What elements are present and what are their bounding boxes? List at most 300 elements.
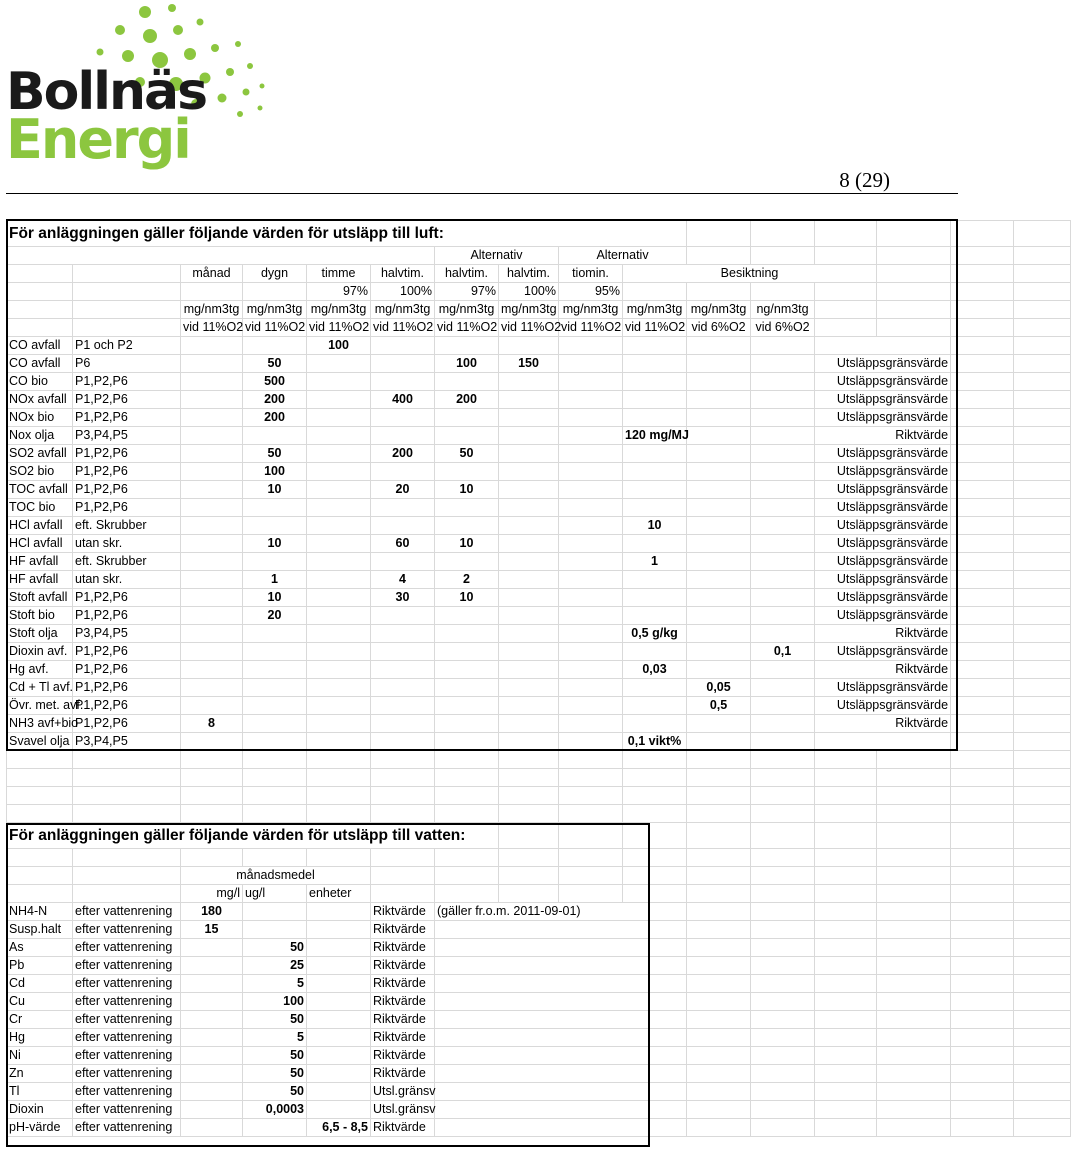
table-cell [877,751,951,769]
emissions-grid [6,220,1071,1137]
table-row [7,733,1071,751]
plant-cell: P1,P2,P6 [73,391,181,409]
table-cell [1014,867,1071,885]
table-row [7,715,1071,733]
table-cell [877,319,951,337]
limit-value-cell [623,445,687,463]
table-cell [751,885,815,903]
limit-value-cell [243,337,307,355]
alternativ-label: Alternativ [559,247,687,265]
table-cell [371,805,435,823]
limit-value-cell [181,409,243,427]
table-row [7,409,1071,427]
note-cell [435,1011,687,1029]
limit-value-cell [687,607,751,625]
luft-section-title: För anläggningen gäller följande värden för utsläpp till luft: [7,221,687,247]
table-cell [73,769,181,787]
limit-value-cell [307,643,371,661]
table-cell [73,265,181,283]
limit-value-cell [307,589,371,607]
table-cell [1014,1047,1071,1065]
limit-value-cell [559,679,623,697]
table-cell [877,247,951,265]
table-cell [243,849,307,867]
limit-value-cell [307,445,371,463]
plant-cell: P1,P2,P6 [73,661,181,679]
table-row [7,221,1071,247]
table-cell [815,975,877,993]
limit-value-cell [499,733,559,751]
note-cell [435,993,687,1011]
substance-cell: Dioxin [7,1101,73,1119]
column-header-percent: 97% [435,283,499,301]
limit-value-cell [499,409,559,427]
column-header-besiktning: Besiktning [623,265,877,283]
limit-value-cell [751,679,815,697]
limit-value-cell [687,733,751,751]
limit-value-cell [499,697,559,715]
value-ug-cell [243,921,307,939]
plant-cell: P3,P4,P5 [73,625,181,643]
limit-value-cell: 0,1 vikt% [623,733,687,751]
substance-cell: Ni [7,1047,73,1065]
limit-value-cell [371,733,435,751]
table-cell [877,939,951,957]
column-header-reference: vid 6%O2 [687,319,751,337]
table-cell [951,535,1014,553]
limit-type-cell: Riktvärde [371,1047,435,1065]
substance-cell: Zn [7,1065,73,1083]
limit-value-cell [751,697,815,715]
limit-value-cell [307,697,371,715]
table-cell [371,885,435,903]
column-header-unit: mg/nm3tg [687,301,751,319]
plant-cell: eft. Skrubber [73,553,181,571]
table-cell [1014,589,1071,607]
limit-value-cell [559,733,623,751]
limit-value-cell [435,427,499,445]
note-cell [435,975,687,993]
limit-type-cell: Utsl.gränsv [371,1101,435,1119]
table-cell [877,805,951,823]
table-cell [243,787,307,805]
limit-value-cell [435,373,499,391]
table-cell [243,283,307,301]
substance-cell: Tl [7,1083,73,1101]
column-header-unit: ng/nm3tg [751,301,815,319]
table-cell [1014,499,1071,517]
limit-value-cell [751,535,815,553]
limit-value-cell [307,535,371,553]
limit-value-cell [751,607,815,625]
limit-value-cell [559,445,623,463]
table-cell [307,849,371,867]
note-cell [435,921,687,939]
table-row [7,787,1071,805]
table-row [7,607,1071,625]
limit-value-cell [243,499,307,517]
value-mg-cell [181,939,243,957]
limit-value-cell [687,463,751,481]
column-header-unit: mg/l [181,885,243,903]
table-cell [687,769,751,787]
table-cell [7,769,73,787]
limit-value-cell [307,463,371,481]
table-cell [1014,903,1071,921]
limit-value-cell [307,409,371,427]
limit-value-cell [307,661,371,679]
limit-value-cell [181,499,243,517]
table-cell [951,625,1014,643]
limit-value-cell [499,535,559,553]
table-cell [751,867,815,885]
limit-value-cell [371,499,435,517]
table-cell [181,849,243,867]
limit-value-cell [435,607,499,625]
table-cell [1014,481,1071,499]
limit-value-cell [559,535,623,553]
table-cell [687,885,751,903]
table-cell [499,805,559,823]
limit-value-cell [243,553,307,571]
table-cell [73,283,181,301]
substance-cell: SO2 avfall [7,445,73,463]
table-cell [751,787,815,805]
column-header-unit: mg/nm3tg [243,301,307,319]
substance-cell: HCl avfall [7,517,73,535]
table-cell [73,849,181,867]
table-cell [687,1047,751,1065]
limit-value-cell [751,481,815,499]
table-cell [7,787,73,805]
note-cell [435,1029,687,1047]
table-cell [815,823,877,849]
value-ug-cell: 5 [243,975,307,993]
limit-value-cell: 50 [435,445,499,463]
substance-cell: As [7,939,73,957]
column-header-unit: mg/nm3tg [181,301,243,319]
logo-text-bollnas: Bollnäs [6,62,207,122]
table-cell [951,867,1014,885]
limit-value-cell [181,427,243,445]
limit-type-cell: Riktvärde [371,921,435,939]
table-cell [751,805,815,823]
table-row [7,1011,1071,1029]
value-mg-cell [181,1101,243,1119]
limit-value-cell [307,391,371,409]
table-cell [815,849,877,867]
substance-cell: pH-värde [7,1119,73,1137]
table-cell [951,373,1014,391]
limit-value-cell [751,625,815,643]
substance-cell: Stoft olja [7,625,73,643]
column-header-period: timme [307,265,371,283]
limit-type-cell: Riktvärde [371,975,435,993]
limit-value-cell [243,679,307,697]
table-cell [951,1065,1014,1083]
value-unit-cell [307,903,371,921]
limit-type-cell: Utsläppsgränsvärde [815,643,951,661]
table-cell [181,751,243,769]
condition-cell: efter vattenrening [73,1065,181,1083]
substance-cell: NOx bio [7,409,73,427]
limit-value-cell [371,553,435,571]
table-cell [1014,337,1071,355]
table-cell [307,805,371,823]
table-cell [687,247,751,265]
table-cell [751,939,815,957]
value-unit-cell [307,921,371,939]
table-cell [751,1119,815,1137]
table-cell [73,805,181,823]
limit-value-cell [623,679,687,697]
table-cell [1014,1065,1071,1083]
limit-value-cell [371,679,435,697]
limit-value-cell [307,607,371,625]
table-cell [815,885,877,903]
table-cell [307,751,371,769]
table-cell [1014,355,1071,373]
limit-value-cell: 20 [243,607,307,625]
limit-value-cell [499,571,559,589]
table-cell [243,751,307,769]
limit-value-cell [181,517,243,535]
table-cell [181,769,243,787]
table-row [7,769,1071,787]
table-row [7,903,1071,921]
limit-value-cell [435,697,499,715]
column-header-unit: mg/nm3tg [499,301,559,319]
limit-value-cell [371,427,435,445]
value-unit-cell [307,975,371,993]
table-cell [951,939,1014,957]
table-cell [1014,1119,1071,1137]
condition-cell: efter vattenrening [73,1119,181,1137]
table-cell [499,787,559,805]
limit-value-cell [559,625,623,643]
column-header-percent: 100% [499,283,559,301]
limit-value-cell [243,643,307,661]
limit-type-cell: Utsläppsgränsvärde [815,445,951,463]
limit-type-cell: Riktvärde [371,903,435,921]
note-cell [435,1065,687,1083]
plant-cell: P1,P2,P6 [73,445,181,463]
limit-value-cell [751,553,815,571]
limit-value-cell [181,571,243,589]
limit-value-cell [181,625,243,643]
table-cell [7,885,73,903]
value-ug-cell: 50 [243,1047,307,1065]
condition-cell: efter vattenrening [73,1101,181,1119]
table-cell [1014,787,1071,805]
limit-value-cell [559,481,623,499]
limit-value-cell [687,427,751,445]
table-cell [815,221,877,247]
limit-type-cell [815,337,951,355]
table-cell [951,571,1014,589]
limit-value-cell [307,733,371,751]
table-cell [559,751,623,769]
table-cell [751,1011,815,1029]
table-cell [73,751,181,769]
column-header-period: halvtim. [499,265,559,283]
column-header-unit: mg/nm3tg [371,301,435,319]
limit-value-cell [435,409,499,427]
plant-cell: P6 [73,355,181,373]
table-cell [499,751,559,769]
substance-cell: NOx avfall [7,391,73,409]
value-unit-cell [307,1065,371,1083]
table-cell [7,265,73,283]
limit-value-cell [435,643,499,661]
limit-value-cell: 60 [371,535,435,553]
limit-value-cell [559,553,623,571]
table-cell [623,805,687,823]
table-cell [623,867,687,885]
table-cell [7,751,73,769]
limit-value-cell [559,697,623,715]
limit-value-cell [435,499,499,517]
limit-value-cell [435,625,499,643]
limit-value-cell: 200 [371,445,435,463]
limit-value-cell [559,355,623,373]
limit-value-cell [371,643,435,661]
table-row [7,1047,1071,1065]
column-header-percent: 97% [307,283,371,301]
limit-value-cell [181,355,243,373]
column-header-manadsmedel: månadsmedel [181,867,371,885]
table-cell [951,993,1014,1011]
column-header-unit: enheter [307,885,371,903]
table-cell [877,957,951,975]
limit-value-cell [371,517,435,535]
limit-value-cell [559,409,623,427]
limit-value-cell: 10 [623,517,687,535]
limit-type-cell: Utsläppsgränsvärde [815,499,951,517]
limit-value-cell [623,643,687,661]
value-mg-cell [181,1065,243,1083]
limit-value-cell [559,337,623,355]
table-cell [435,751,499,769]
table-cell [751,1101,815,1119]
column-header-unit: mg/nm3tg [623,301,687,319]
limit-value-cell [181,733,243,751]
table-cell [751,283,815,301]
table-cell [7,283,73,301]
value-unit-cell [307,1011,371,1029]
limit-value-cell [499,553,559,571]
limit-value-cell [751,409,815,427]
table-cell [371,867,435,885]
substance-cell: Övr. met. avf. [7,697,73,715]
table-cell [243,805,307,823]
limit-value-cell: 200 [243,391,307,409]
note-cell [435,1101,687,1119]
table-cell [1014,535,1071,553]
table-cell [877,1029,951,1047]
note-cell [435,1119,687,1137]
table-cell [815,921,877,939]
limit-value-cell [307,373,371,391]
limit-value-cell: 0,5 g/kg [623,625,687,643]
table-cell [951,221,1014,247]
table-cell [951,517,1014,535]
table-cell [687,1101,751,1119]
table-cell [877,867,951,885]
table-cell [951,715,1014,733]
table-cell [751,247,815,265]
table-cell [815,1029,877,1047]
value-unit-cell [307,939,371,957]
limit-type-cell: Utsläppsgränsvärde [815,589,951,607]
limit-value-cell: 500 [243,373,307,391]
plant-cell: P1,P2,P6 [73,715,181,733]
condition-cell: efter vattenrening [73,1083,181,1101]
limit-value-cell [307,355,371,373]
column-header-period: halvtim. [435,265,499,283]
value-ug-cell: 50 [243,1083,307,1101]
limit-value-cell [751,589,815,607]
limit-value-cell [559,607,623,625]
table-cell [877,921,951,939]
table-cell [951,697,1014,715]
limit-value-cell: 100 [307,337,371,355]
value-unit-cell [307,1029,371,1047]
table-cell [951,319,1014,337]
table-cell [751,769,815,787]
column-header-unit: mg/nm3tg [435,301,499,319]
plant-cell: P1,P2,P6 [73,697,181,715]
table-row [7,751,1071,769]
table-cell [7,247,435,265]
table-row [7,427,1071,445]
table-cell [877,1047,951,1065]
substance-cell: CO avfall [7,337,73,355]
plant-cell: P1,P2,P6 [73,589,181,607]
table-cell [815,247,877,265]
table-cell [1014,751,1071,769]
column-header-unit: mg/nm3tg [307,301,371,319]
table-cell [307,787,371,805]
limit-value-cell [623,697,687,715]
table-cell [815,301,877,319]
limit-type-cell: Utsläppsgränsvärde [815,355,951,373]
column-header-reference: vid 11%O2 [499,319,559,337]
limit-value-cell [751,463,815,481]
plant-cell: P1,P2,P6 [73,409,181,427]
value-mg-cell: 180 [181,903,243,921]
limit-value-cell [623,499,687,517]
table-cell [751,1083,815,1101]
table-cell [435,885,499,903]
table-cell [877,769,951,787]
value-mg-cell: 15 [181,921,243,939]
table-cell [951,607,1014,625]
limit-value-cell [499,427,559,445]
table-cell [499,823,559,849]
table-cell [815,903,877,921]
plant-cell: P3,P4,P5 [73,733,181,751]
condition-cell: efter vattenrening [73,975,181,993]
plant-cell: P1,P2,P6 [73,499,181,517]
limit-type-cell: Utsläppsgränsvärde [815,553,951,571]
limit-value-cell [499,679,559,697]
limit-value-cell: 10 [243,481,307,499]
limit-value-cell [623,589,687,607]
limit-value-cell: 120 mg/MJ [623,427,687,445]
limit-type-cell: Utsläppsgränsvärde [815,607,951,625]
value-ug-cell: 50 [243,1011,307,1029]
